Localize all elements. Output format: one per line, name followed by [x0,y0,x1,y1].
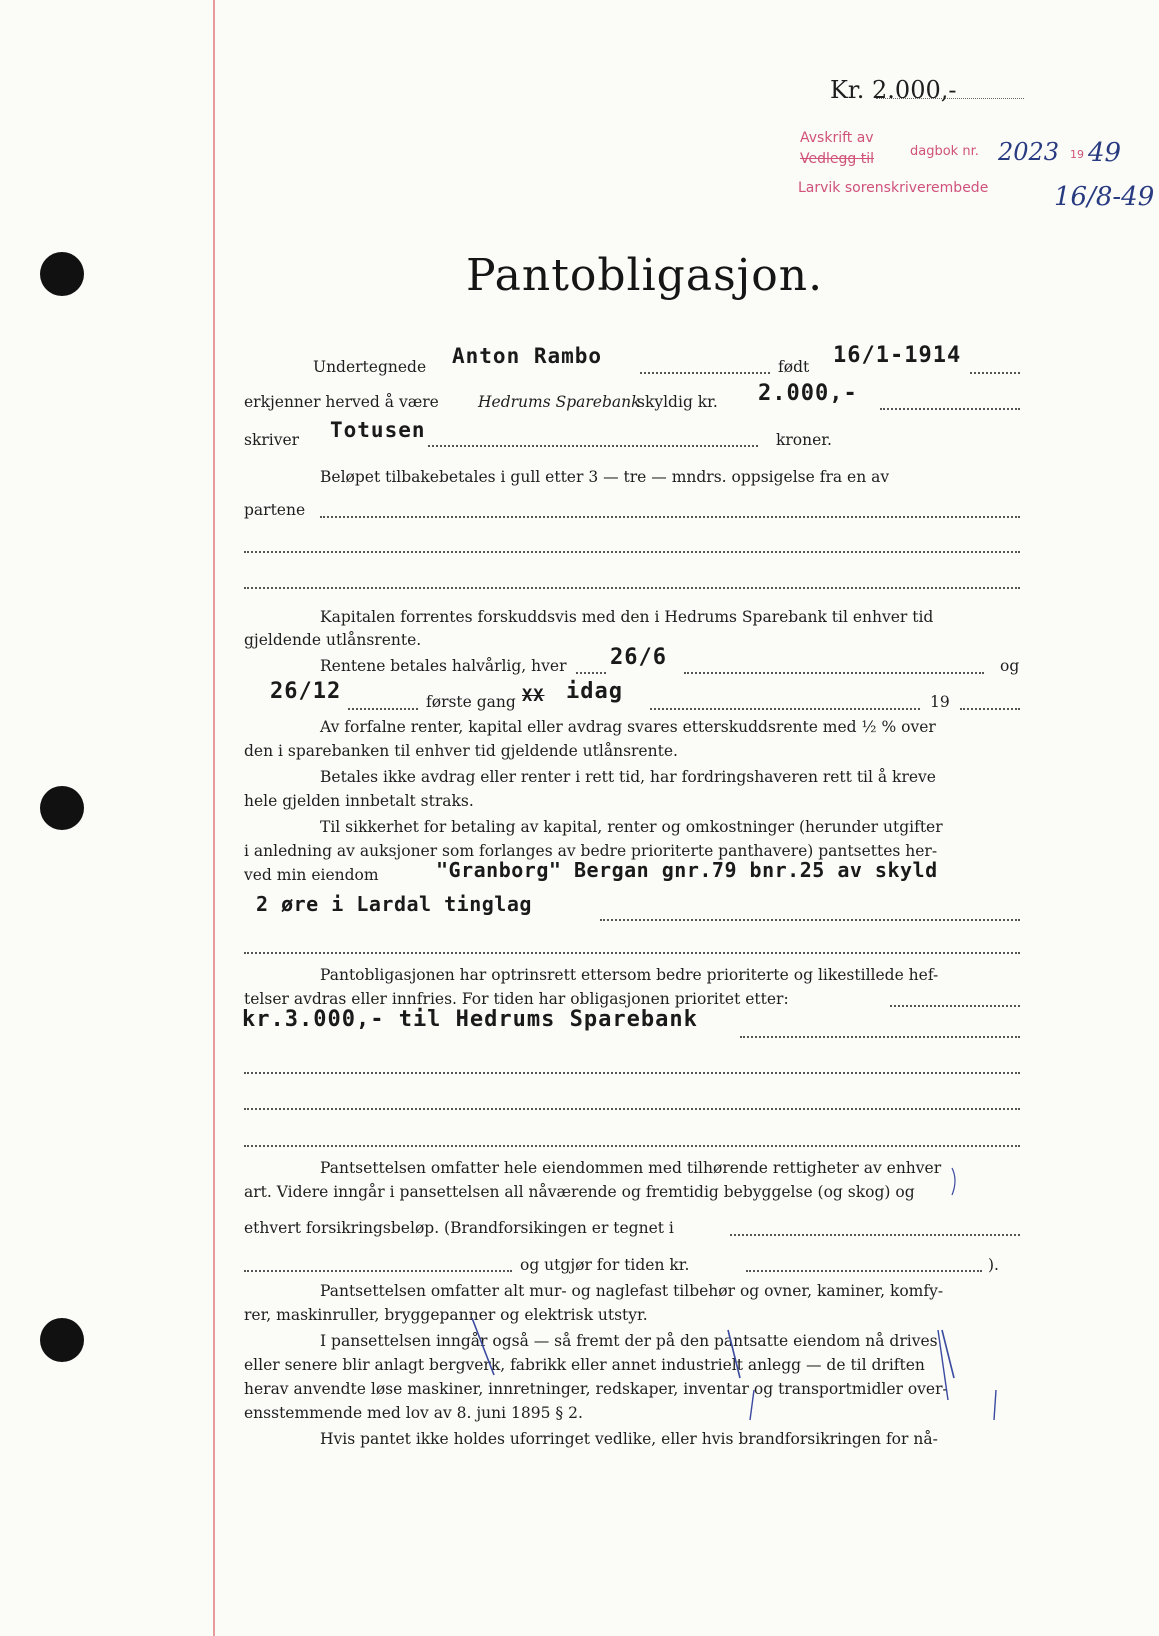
para-scope-5: ). [988,1256,999,1274]
field-date1: 26/6 [610,645,667,670]
para-interest-1: Kapitalen forrentes forskuddsvis med den i Hedrums Sparebank til enhver tid [320,608,934,626]
label-skyldig: skyldig kr. [637,393,718,411]
field-property-2: 2 øre i Lardal tinglag [256,892,532,916]
field-amount: 2.000,- [758,381,858,406]
stamp-year-print: 19 [1070,148,1084,161]
para-security-2: i anledning av auksjoner som forlanges av bedre prioriterte panthavere) pantsettes her- [244,842,938,860]
label-rentene: Rentene betales halvårlig, hver [320,657,567,675]
stamp-vedlegg: Vedlegg til [800,151,874,167]
field-date2: 26/12 [270,679,342,704]
field-name: Anton Rambo [452,344,603,368]
para-scope-2: art. Videre inngår i pansettelsen all nåværende og fremtidig bebyggelse (og skog) og [244,1183,915,1201]
label-og: og [1000,657,1020,675]
journal-date: 16/8-49 [1054,182,1155,212]
label-year-prefix: 19 [930,693,950,711]
label-kroner: kroner. [776,431,832,449]
label-undertegnede: Undertegnede [313,358,427,376]
field-amount-words: Totusen [330,418,426,442]
field-birthdate: 16/1-1914 [833,343,962,368]
para-fixtures-2: rer, maskinruller, bryggepanner og elektrisk utstyr. [244,1306,648,1324]
para-default-1: Betales ikke avdrag eller renter i rett tid, har fordringshaveren rett til å kreve [320,768,936,786]
journal-year: 49 [1088,138,1122,168]
label-forste-gang: første gang [426,693,516,711]
para-industrial-1: I pansettelsen inngår også — så fremt der på den pantsatte eiendom nå drives [320,1332,938,1350]
stamp-office: Larvik sorenskriverembede [798,180,989,196]
para-priority-2: telser avdras eller innfries. For tiden har obligasjonen prioritet etter: [244,990,789,1008]
label-partene: partene [244,501,306,519]
field-priority: kr.3.000,- til Hedrums Sparebank [242,1007,698,1032]
para-fixtures-1: Pantsettelsen omfatter alt mur- og naglefast tilbehør og ovner, kaminer, komfy- [320,1282,944,1300]
label-eiendom: ved min eiendom [244,866,379,884]
document-title: Pantobligasjon. [466,250,824,301]
stamp-dagbok: dagbok nr. [910,144,979,159]
field-idag: idag [566,679,623,704]
para-industrial-2: eller senere blir anlagt bergverk, fabrikk eller annet industrielt anlegg — de til driften [244,1356,925,1374]
para-maintenance: Hvis pantet ikke holdes uforringet vedlike, eller hvis brandforsikringen for nå- [320,1430,938,1448]
para-late-interest-2: den i sparebanken til enhver tid gjeldende utlånsrente. [244,742,678,760]
journal-number: 2023 [998,138,1060,166]
stamp-avskrift: Avskrift av [800,130,874,146]
para-repayment: Beløpet tilbakebetales i gull etter 3 — tre — mndrs. oppsigelse fra en av [320,468,890,486]
para-industrial-3: herav anvendte løse maskiner, innretninger, redskaper, inventar og transportmidler over- [244,1380,948,1398]
para-late-interest-1: Av forfalne renter, kapital eller avdrag svares etterskuddsrente med ½ % over [320,718,936,736]
para-interest-2: gjeldende utlånsrente. [244,631,422,649]
label-erkjenner: erkjenner herved å være [244,393,439,411]
para-default-2: hele gjelden innbetalt straks. [244,792,474,810]
amount-header: Kr. 2.000,- [830,76,957,104]
para-scope-4: og utgjør for tiden kr. [520,1256,690,1274]
para-scope-1: Pantsettelsen omfatter hele eiendommen med tilhørende rettigheter av enhver [320,1159,942,1177]
label-skriver: skriver [244,431,300,449]
para-scope-3: ethvert forsikringsbeløp. (Brandforsikingen er tegnet i [244,1219,674,1237]
bank-name: Hedrums Sparebank [478,393,641,411]
label-fodt: født [778,358,810,376]
struck-text: XX [522,686,545,706]
para-security-1: Til sikkerhet for betaling av kapital, renter og omkostninger (herunder utgifter [320,818,943,836]
para-priority-1: Pantobligasjonen har optrinsrett ettersom bedre prioriterte og likestillede hef- [320,966,939,984]
field-property-1: "Granborg" Bergan gnr.79 bnr.25 av skyld [436,858,938,882]
para-industrial-4: ensstemmende med lov av 8. juni 1895 § 2. [244,1404,583,1422]
